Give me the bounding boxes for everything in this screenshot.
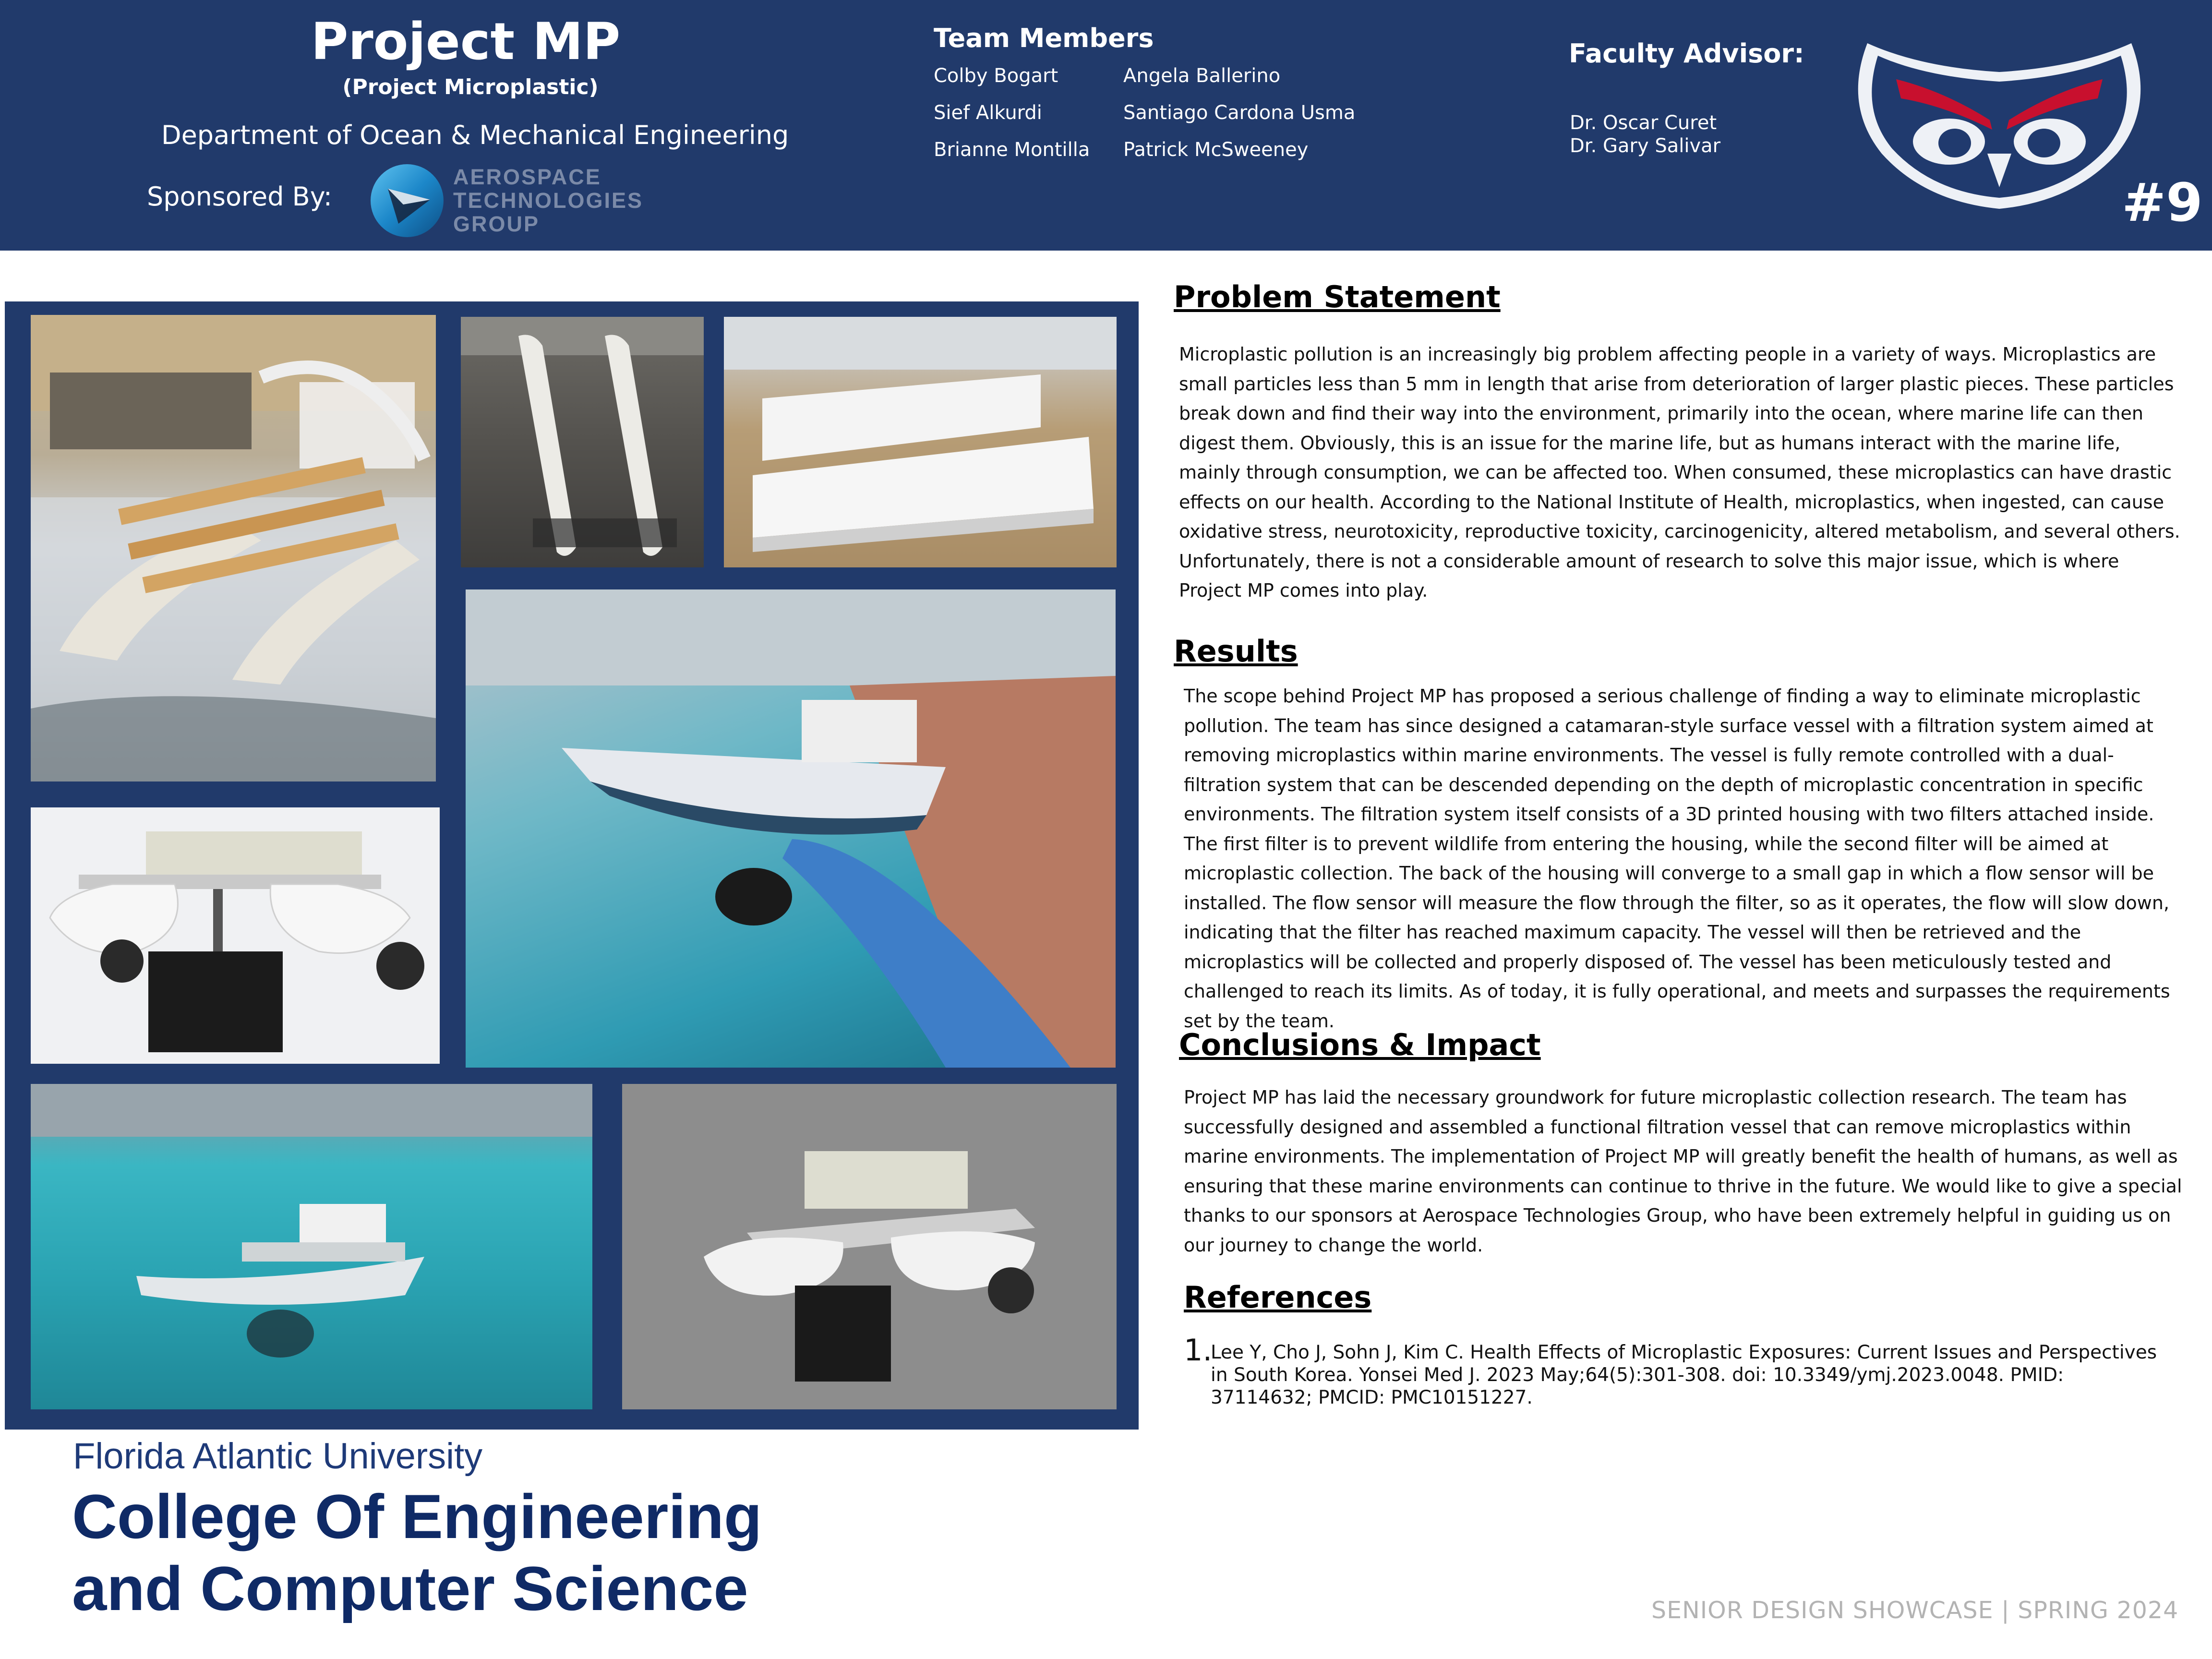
reference-number: 1. [1184, 1333, 1213, 1368]
poster-number: #9 [2122, 172, 2203, 233]
prototype-workshop-photo [31, 315, 436, 781]
team-member: Santiago Cardona Usma [1123, 102, 1356, 124]
vessel-pool-edge-photo [466, 589, 1116, 1068]
photo-collage [5, 301, 1139, 1430]
team-member: Angela Ballerino [1123, 65, 1281, 87]
showcase-label: SENIOR DESIGN SHOWCASE | SPRING 2024 [1651, 1597, 2179, 1624]
sponsored-by-label: Sponsored By: [147, 181, 332, 212]
cad-render-front [31, 807, 440, 1064]
project-title: Project MP [311, 12, 621, 71]
university-name: Florida Atlantic University [73, 1436, 483, 1477]
results-body: The scope behind Project MP has proposed a serious challenge of finding a way to eliminate microplastic pollution. The team has since designed a catamaran-style surface vessel with a filtration system aimed at removing microplastics within marine environments. The vessel is fully remote controlled with a dual-filtration system that can be descended depending on the depth of microplastic concentration in specific environments. The filtration system itself consists of a 3D printed housing with two filters attached inside. The first filter is to prevent wildlife from entering the housing, while the second filter will be aimed at microplastic collection. The back of the housing will converge to a small gap in which a flow sensor will be installed. The flow sensor will measure the flow through the filter, so as it operates, the flow will slow down, indicating that the filter has reached maximum capacity. The vessel will then be retrieved and the microplastics will be collected and properly disposed of. The vessel has been meticulously tested and challenged to reach its limits. As of today, it is fully operational, and meets and surpasses the requirements set by the team. [1184, 685, 2170, 1032]
faculty-advisor: Dr. Oscar Curet [1570, 112, 1717, 134]
reference-entry: Lee Y, Cho J, Sohn J, Kim C. Health Effects of Microplastic Exposures: Current Issues and Perspectives in South Korea. Yonsei Med J. 2023 May;64(5):301-308. doi: 10.3349/ymj.2023.0048. PMID: 37114632; PMCID: PMC10151227. [1211, 1342, 2157, 1408]
pontoons-floor-photo [461, 317, 704, 567]
poster-header [0, 0, 2212, 251]
college-name: College Of Engineering and Computer Science [72, 1481, 762, 1623]
team-member: Brianne Montilla [934, 139, 1090, 161]
conclusions-heading: Conclusions & Impact [1179, 1027, 1541, 1062]
foam-blocks-photo [724, 317, 1117, 567]
team-member: Colby Bogart [934, 65, 1058, 87]
team-member: Patrick McSweeney [1123, 139, 1309, 161]
vessel-in-pool-photo [31, 1084, 592, 1409]
team-member: Sief Alkurdi [934, 102, 1042, 124]
faculty-advisor-title: Faculty Advisor: [1569, 38, 1804, 69]
problem-statement-body: Microplastic pollution is an increasingly big problem affecting people in a variety of ways. Microplastics are small particles less than 5 mm in length that arise from deterioration of larger plastic pieces. These particles break down and find their way into the environment, primarily into the ocean, where marine life can then digest them. Obviously, this is an issue for the marine life, but as humans interact with the marine life, mainly through consumption, we can be affected too. When consumed, these microplastics can have drastic effects on our health. According to the National Institute of Health, microplastics, when ingested, can cause oxidative stress, neurotoxicity, reproductive toxicity, carcinogenicity, altered metabolism, and several others. Unfortunately, there is not a considerable amount of research to solve this major issue, which is where Project MP comes into play. [1179, 344, 2180, 601]
team-column-1 [934, 62, 1090, 173]
project-subtitle: (Project Microplastic) [342, 75, 599, 99]
team-column-2 [1123, 62, 1355, 173]
faculty-advisor: Dr. Gary Salivar [1570, 135, 1721, 157]
department-name: Department of Ocean & Mechanical Engineering [161, 120, 789, 150]
sponsor-name: AEROSPACE TECHNOLOGIES GROUP [453, 165, 644, 236]
results-heading: Results [1174, 634, 1298, 669]
team-members-title: Team Members [934, 23, 1154, 53]
problem-statement-heading: Problem Statement [1174, 279, 1501, 314]
cad-render-angled [622, 1084, 1117, 1409]
aerospace-logo-icon [369, 162, 445, 239]
references-heading: References [1184, 1280, 1372, 1315]
faculty-advisor-list [1570, 111, 1720, 157]
owl-logo-icon [1848, 34, 2151, 211]
conclusions-body: Project MP has laid the necessary groundwork for future microplastic collection research. The team has successfully designed and assembled a functional filtration vessel that can remove microplastics within marine environments. The implementation of Project MP will greatly benefit the health of humans, as well as ensuring that these marine environments can continue to thrive in the future. We would like to give a special thanks to our sponsors at Aerospace Technologies Group, who have been extremely helpful in guiding us on our journey to change the world. [1184, 1087, 2182, 1256]
